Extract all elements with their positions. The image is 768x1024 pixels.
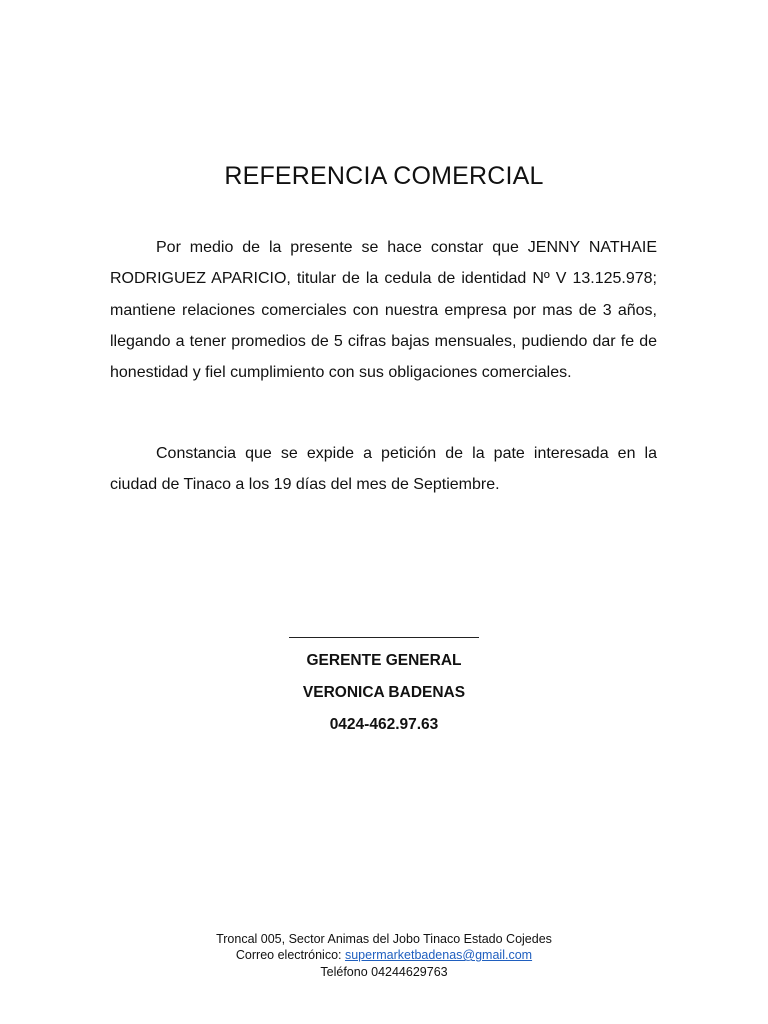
signature-name: VERONICA BADENAS	[302, 684, 466, 701]
body-paragraph-constancy: Constancia que se expide a petición de la pate interesada en la ciudad de Tinaco a los 19 días del mes de Septiembre.	[110, 445, 657, 494]
signature-phone: 0424-462.97.63	[329, 716, 439, 733]
footer-phone: Teléfono 04244629763	[320, 965, 448, 979]
document-title: REFERENCIA COMERCIAL	[224, 162, 544, 190]
footer-email-label: Correo electrónico:	[235, 948, 345, 962]
signature-line	[289, 637, 479, 638]
body-paragraph-reference: Por medio de la presente se hace constar que JENNY NATHAIE RODRIGUEZ APARICIO, titular de la cedula de identidad Nº V 13.125.978; mantiene relaciones comerciales con nuestra empresa por mas de 3 años, llegando a tener promedios de 5 cifras bajas mensuales, pudiendo dar fe de honestidad y fiel cumplimiento con sus obligaciones comerciales.	[110, 239, 657, 382]
signature-role: GERENTE GENERAL	[306, 652, 462, 669]
footer-email-link[interactable]: supermarketbadenas@gmail.com	[344, 948, 533, 962]
footer-email-line	[0, 947, 768, 964]
footer-address: Troncal 005, Sector Animas del Jobo Tinaco Estado Cojedes	[216, 932, 552, 946]
